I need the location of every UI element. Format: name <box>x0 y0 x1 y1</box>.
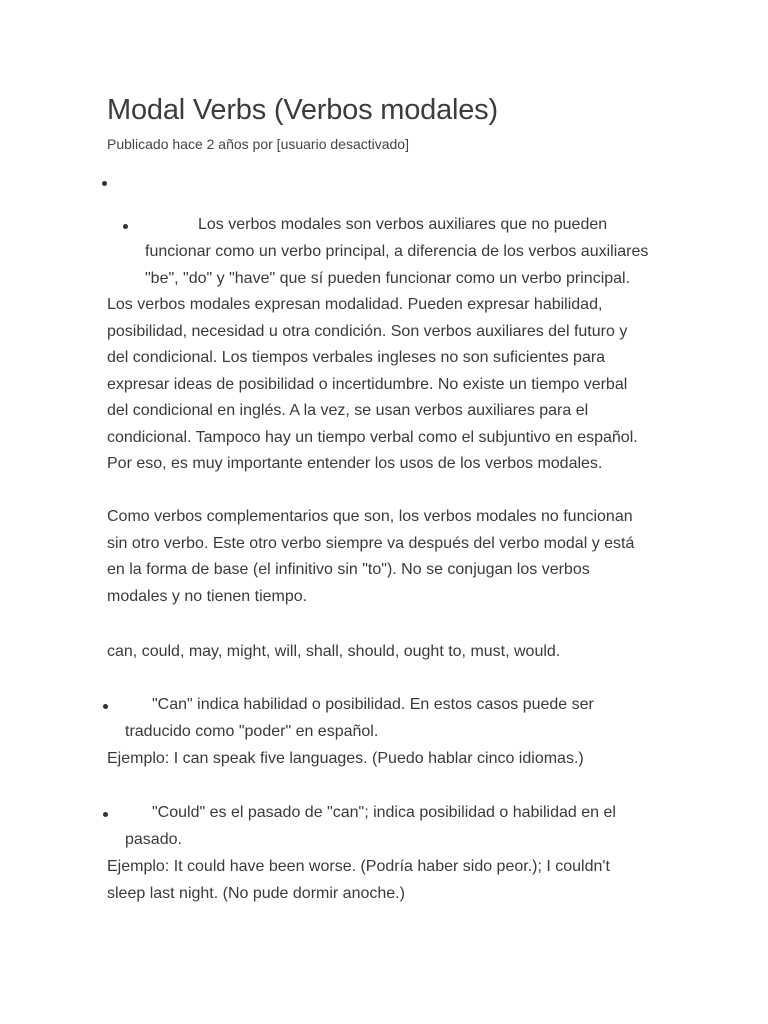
list-bullet <box>123 224 128 229</box>
can-item-line: "Can" indica habilidad o posibilidad. En estos casos puede ser <box>152 696 594 713</box>
can-example: Ejemplo: I can speak five languages. (Puedo hablar cinco idiomas.) <box>107 750 584 767</box>
list-bullet <box>103 704 108 709</box>
modal-verbs-list: can, could, may, might, will, shall, should, ought to, must, would. <box>107 643 561 660</box>
paragraph-line: Los verbos modales expresan modalidad. Pueden expresar habilidad, <box>107 296 603 313</box>
paragraph-line: en la forma de base (el infinitivo sin "to"). No se conjugan los verbos <box>107 561 590 578</box>
list-item-line: Los verbos modales son verbos auxiliares que no pueden <box>198 216 608 233</box>
example-line: Ejemplo: It could have been worse. (Podría haber sido peor.); I couldn't <box>107 858 610 875</box>
paragraph-line: condicional. Tampoco hay un tiempo verbal como el subjuntivo en español. <box>107 428 638 446</box>
paragraph-line: del condicional. Los tiempos verbales ingleses no son suficientes para <box>107 349 606 366</box>
paragraph-line: expresar ideas de posibilidad o incertidumbre. No existe un tiempo verbal <box>107 375 628 393</box>
can-item-line: traducido como "poder" en español. <box>125 723 379 740</box>
byline: Publicado hace 2 años por [usuario desactivado] <box>107 136 409 152</box>
paragraph-2 <box>107 504 667 610</box>
paragraph-line: sin otro verbo. Este otro verbo siempre va después del verbo modal y está <box>107 534 635 552</box>
could-item-line: "Could" es el pasado de "can"; indica posibilidad o habilidad en el <box>152 804 616 821</box>
list-item-line: "be", "do" y "have" que sí pueden funcionar como un verbo principal. <box>145 270 631 287</box>
paragraph-line: Como verbos complementarios que son, los verbos modales no funcionan <box>107 508 633 525</box>
paragraph-line: Por eso, es muy importante entender los usos de los verbos modales. <box>107 455 603 472</box>
list-bullet <box>103 812 108 817</box>
paragraph-line: del condicional en inglés. A la vez, se usan verbos auxiliares para el <box>107 402 589 419</box>
paragraph-line: modales y no tienen tiempo. <box>107 587 308 605</box>
page-title: Modal Verbs (Verbos modales) <box>107 94 498 126</box>
list-item-line: funcionar como un verbo principal, a diferencia de los verbos auxiliares <box>145 243 649 260</box>
could-example <box>107 854 667 907</box>
could-item-line: pasado. <box>125 831 182 848</box>
paragraph-1 <box>107 292 667 478</box>
article-header <box>107 88 667 154</box>
empty-bullet <box>102 181 107 186</box>
example-line: sleep last night. (No pude dormir anoche.) <box>107 884 405 902</box>
paragraph-line: posibilidad, necesidad u otra condición. Son verbos auxiliares del futuro y <box>107 322 628 340</box>
